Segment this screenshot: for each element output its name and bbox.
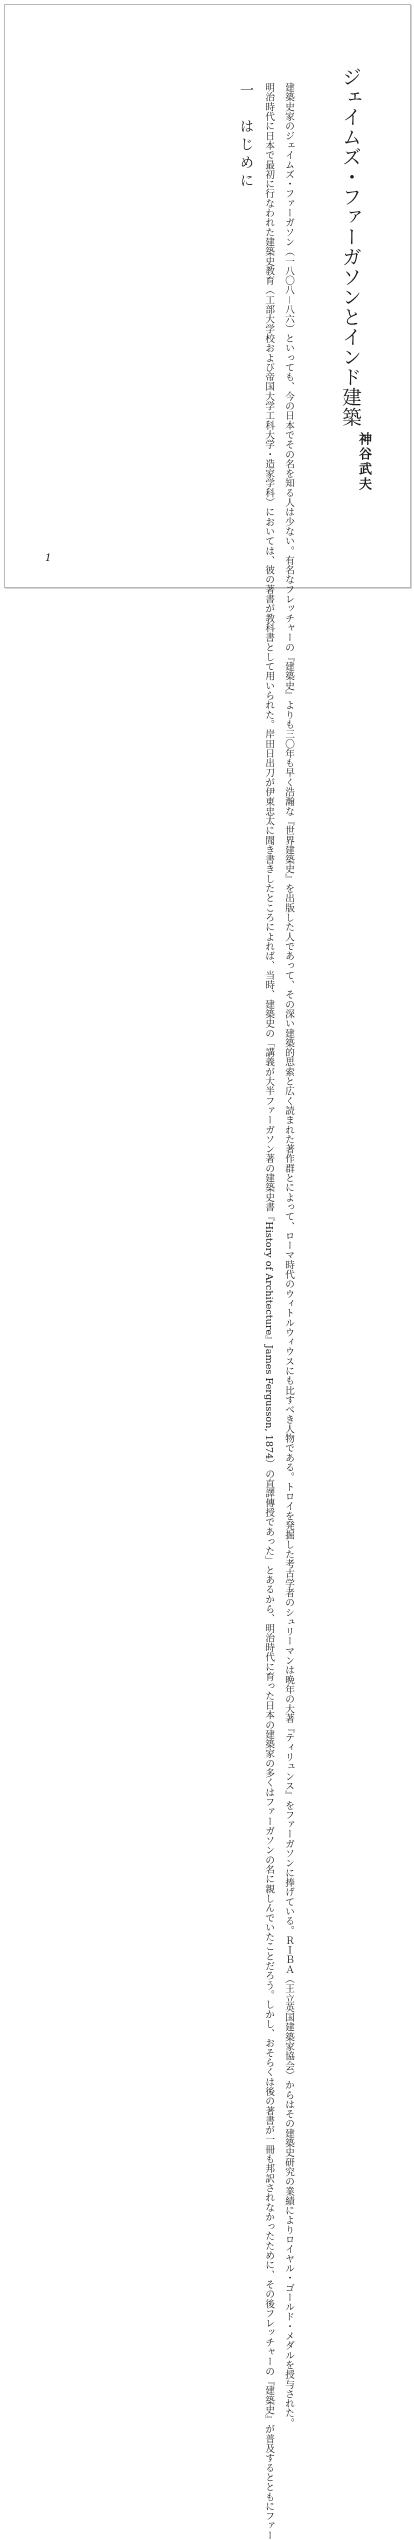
book-page bbox=[4, 4, 411, 2540]
body-text bbox=[258, 73, 298, 2540]
article-title: ジェイムズ・ファーガソンとインド建築 bbox=[339, 67, 362, 427]
page-number: 1 bbox=[45, 553, 52, 564]
author-name: 神谷武夫 bbox=[356, 432, 371, 492]
section-heading: 一 はじめに bbox=[238, 83, 254, 191]
body-paragraph: 明治時代に日本で最初に行なわれた建築史教育（工部大学校および帝国大学工科大学・造家学科）においては、彼の著書が教科書として用いられた。岸田日出刀が伊東忠太に聞き書きしたところによれば、当時、建築史の「講義が大半ファーガソン著の建築史書『History of Architecture』James Fergusson, 1874）の直譯傳授であった」とあるから、明治時代に育った日本の建築家の多くはファーガソンの名に親しんでいたことだろう。しかし、おそらくは後の著書が一冊も邦訳されなかったために、その後フレッチャーの『建築史』が普及するとともにファー bbox=[263, 73, 275, 2540]
body-paragraph: 建築史家のジェイムズ・ファーガソン（一八〇八－八六）といっても、今の日本でその名を知る人は少ない。有名なフレッチャーの『建築史』よりも三〇年も早く浩瀚な『世界建築史』を出版した人であって、その深い建築的思索と広く読まれた著作群とによって、ローマ時代のウィトルウィウスにも比すべき人物である。トロイを発掘した考古学者のシュリーマンは晩年の大著『ティリュンス』をファーガソンに捧げている。ＲＩＢＡ（王立英国建築家協会）からはその建築史研究の業績によりロイヤル・ゴールド・メダルを授与された。 bbox=[283, 73, 294, 2428]
